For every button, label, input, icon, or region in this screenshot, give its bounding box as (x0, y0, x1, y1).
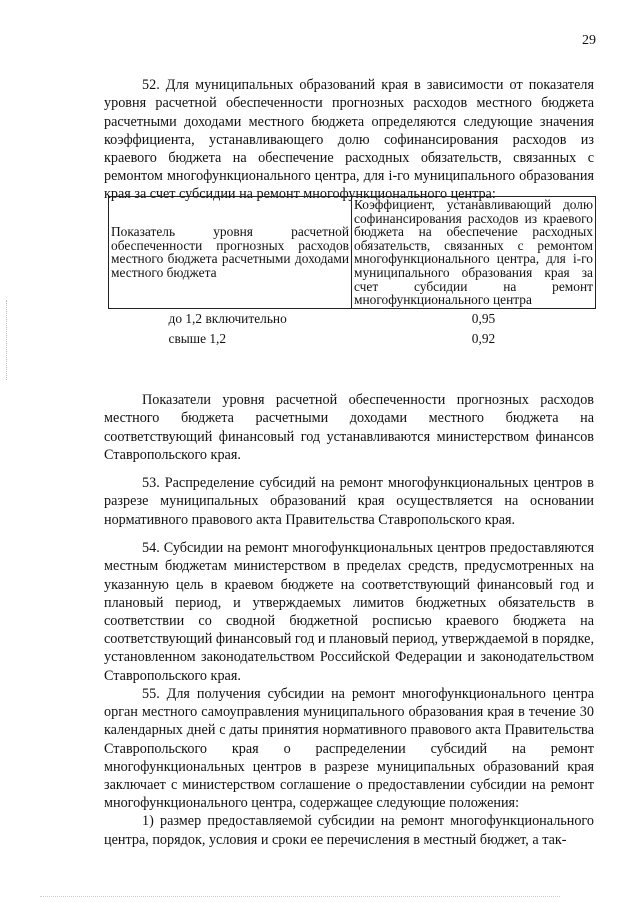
paragraph-54: 54. Субсидии на ремонт многофункциональных центров предоставляются местным бюджетам министерством в пределах средств, предусмотренных на указанную цель в краевом бюджете на соответствующий финансовый год и плановый период, и утверждаемых лимитов бюджетных обязательств в соответствии со сводной бюджетной росписью краевого бюджета на соответствующий финансовый год и плановый период, утверждаемой в порядке, установленном законодательством Российской Федерации и законодательством Ставропольского края. (104, 540, 594, 684)
coefficient-table (108, 196, 596, 352)
paragraph-55-item-1: 1) размер предоставляемой субсидии на ремонт многофункционального центра, порядок, условия и сроки ее перечисления в местный бюджет, а так- (104, 813, 594, 848)
paragraph-55-body: 55. Для получения субсидии на ремонт многофункционального центра орган местного самоуправления муниципального образования края в течение 30 календарных дней с даты принятия нормативного правового акта Правительства Ставропольского края о распределении субсидий на ремонт многофункциональных центров в разрезе муниципальных образований края заключает с министерством соглашение о предоставлении субсидии на ремонт многофункционального центра, содержащее следующие положения: (104, 686, 594, 812)
scan-margin-mark (6, 300, 9, 380)
paragraph-52-note: Показатели уровня расчетной обеспеченности прогнозных расходов местного бюджета расчетными доходами местного бюджета на соответствующий финансовый год устанавливаются министерством финансов Ставропольского края. (104, 392, 594, 463)
table-row (109, 308, 596, 332)
header-coefficient: Коэффициент, устанавливающий долю софинансирования расходов из краевого бюджета на обеспечение расходных обязательств, связанных с ремонтом многофункционального центра, для i-го муниципального образования края за счет субсидии на ремонт многофункционального центра (352, 197, 596, 309)
value-cell: 0,95 (471, 310, 496, 326)
page-number: 29 (582, 33, 596, 48)
table-header-row (109, 197, 596, 309)
range-cell: до 1,2 включительно (168, 310, 287, 326)
paragraph-52: 52. Для муниципальных образований края в зависимости от показателя уровня расчетной обеспеченности прогнозных расходов местного бюджета расчетными доходами местного бюджета определяются следующие значения коэффициента, устанавливающего долю софинансирования расходов из краевого бюджета на обеспечение расходных обязательств, связанных с ремонтом многофункционального центра, для i-го муниципального образования края за счет субсидии на ремонт многофункционального центра: (104, 77, 594, 203)
scan-footer-line (40, 896, 560, 897)
paragraph-55 (104, 685, 594, 849)
header-indicator: Показатель уровня расчетной обеспеченности прогнозных расходов местного бюджета расчетными доходами местного бюджета (109, 197, 352, 309)
range-cell: свыше 1,2 (168, 330, 227, 346)
value-cell: 0,92 (471, 330, 496, 346)
table-row (109, 332, 596, 352)
paragraph-53: 53. Распределение субсидий на ремонт многофункциональных центров в разрезе муниципальных образований края осуществляется на основании нормативного правового акта Правительства Ставропольского края. (104, 475, 594, 528)
